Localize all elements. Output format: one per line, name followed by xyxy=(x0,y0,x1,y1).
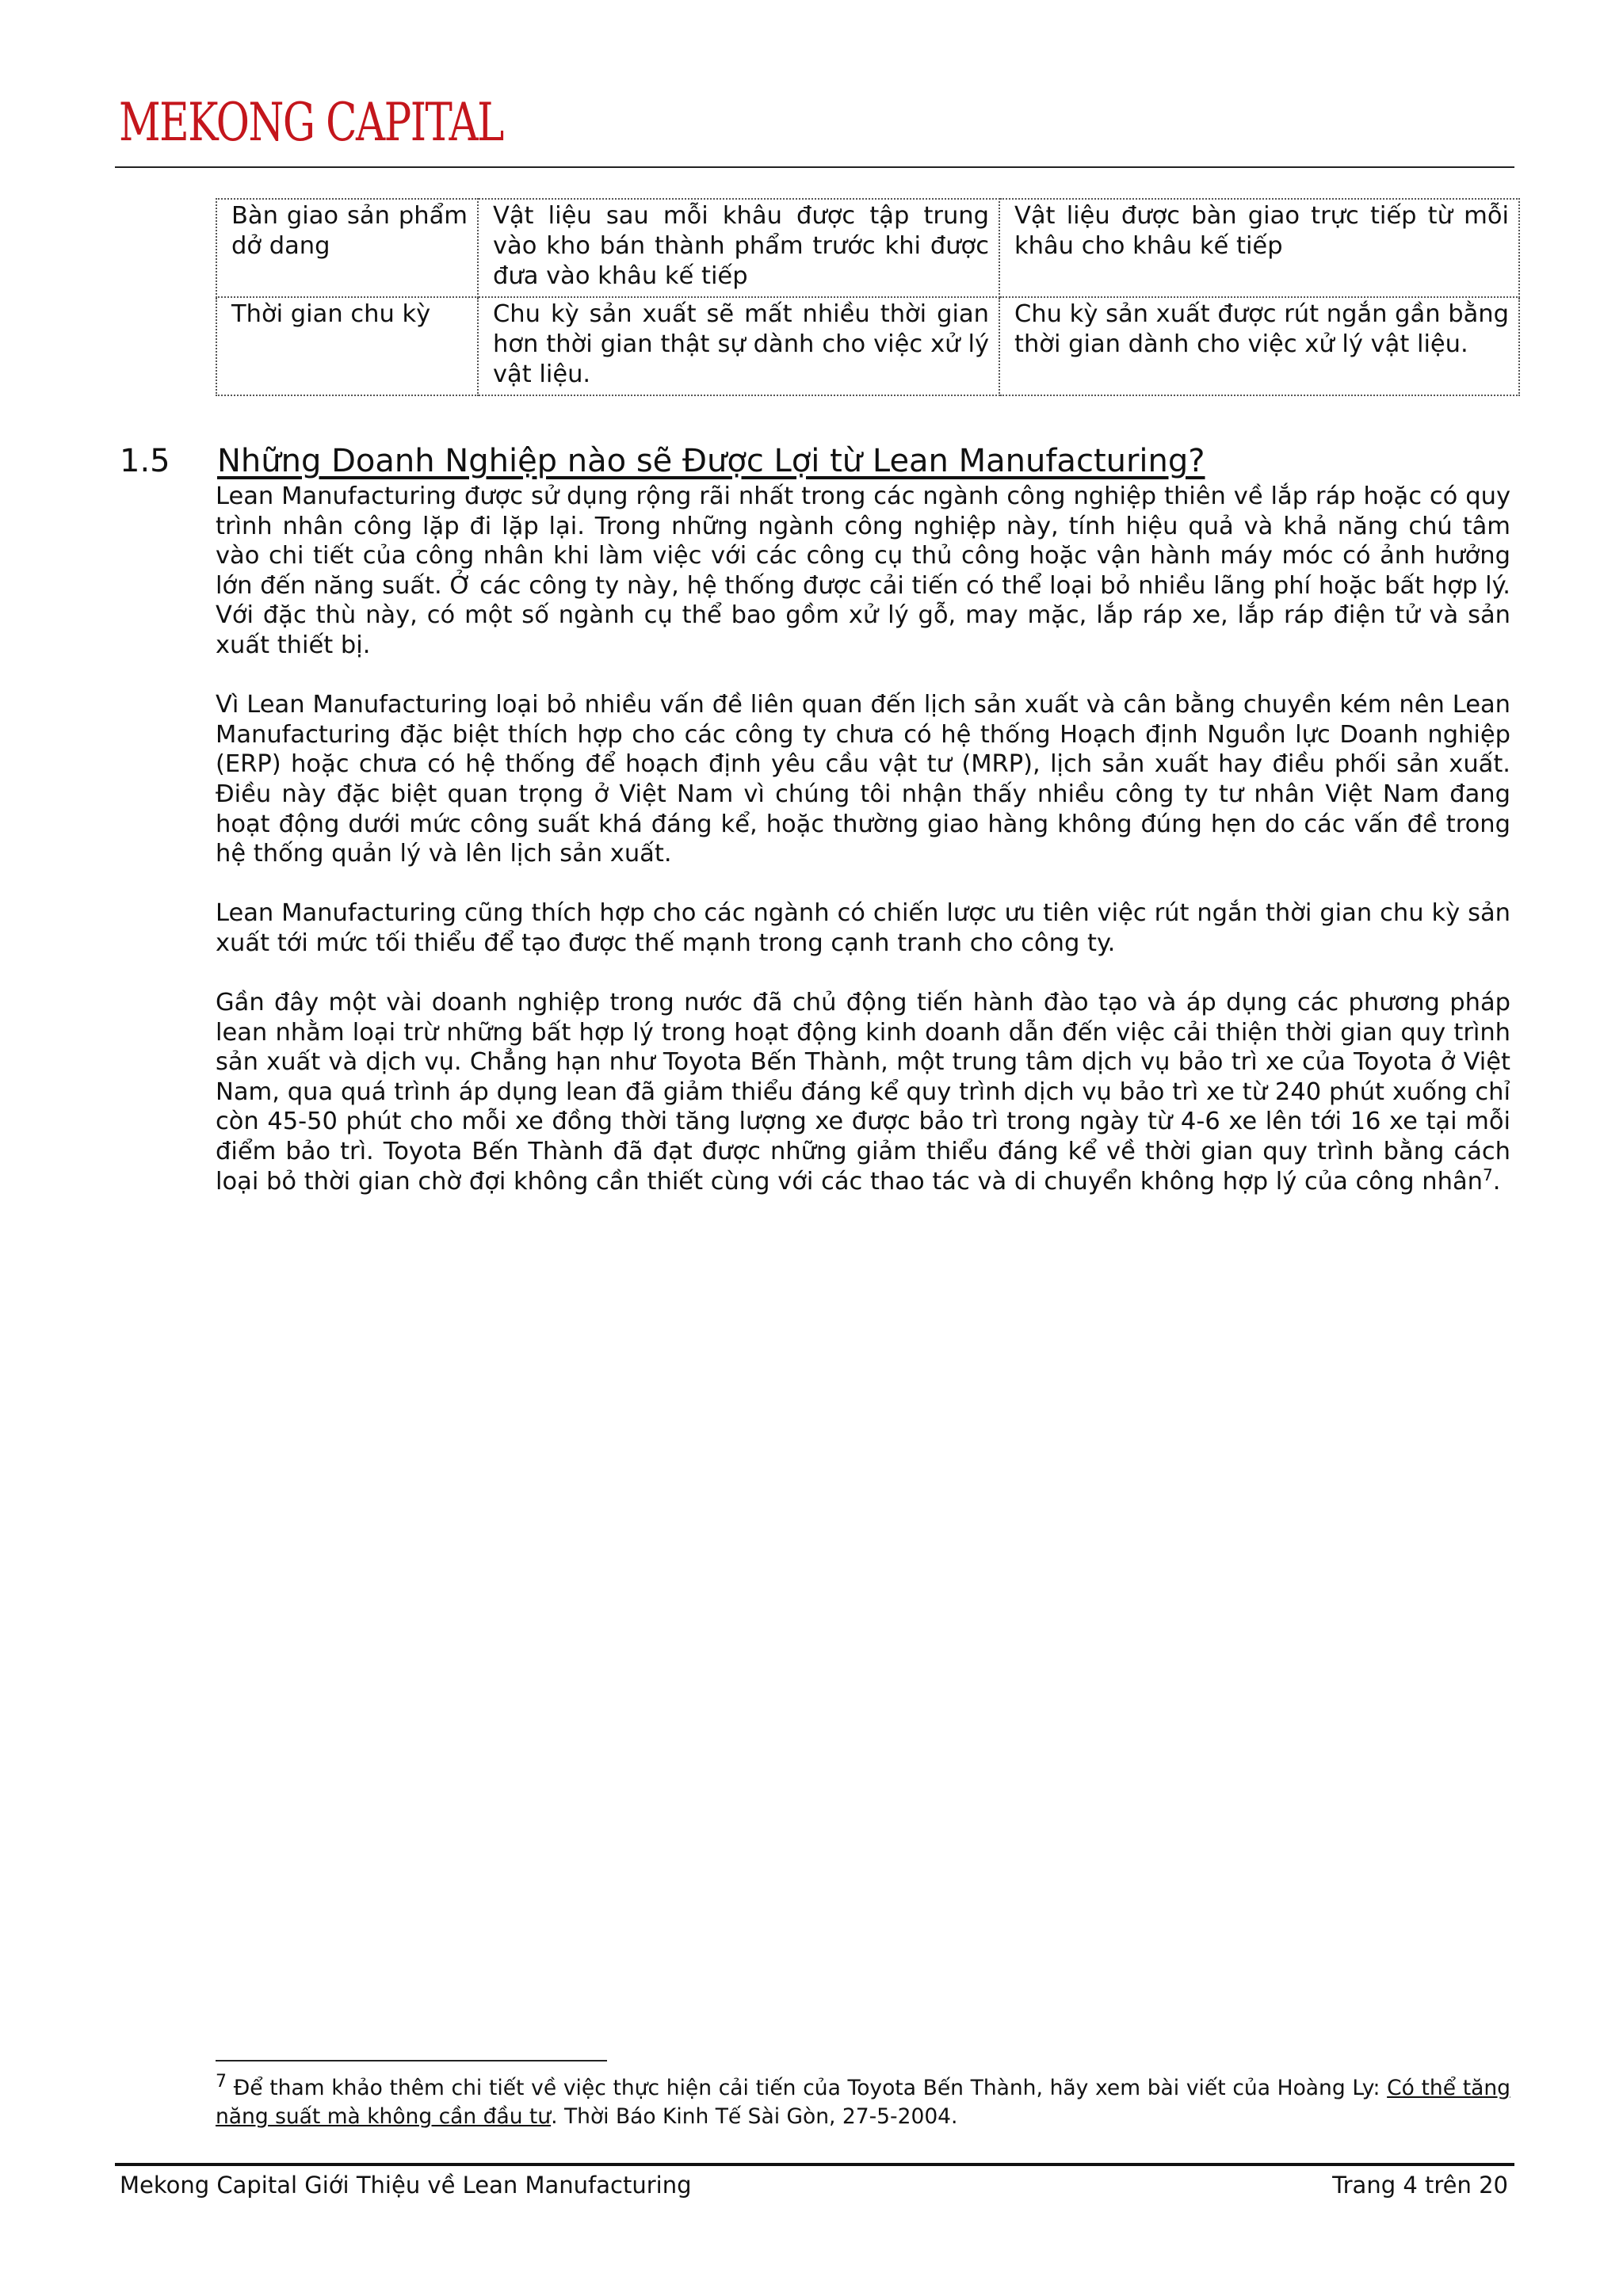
section-title: Những Doanh Nghiệp nào sẽ Được Lợi từ Lean Manufacturing? xyxy=(217,443,1205,479)
paragraph: Vì Lean Manufacturing loại bỏ nhiều vấn đề liên quan đến lịch sản xuất và cân bằng chuyền kém nên Lean Manufacturing đặc biệt thích hợp cho các công ty chưa có hệ thống Hoạch định Nguồn lực Doanh nghiệp (ERP) hoặc chưa có hệ thống để hoạch định yêu cầu vật tư (MRP), lịch sản xuất hay điều phối sản xuất. Điều này đặc biệt quan trọng ở Việt Nam vì chúng tôi nhận thấy nhiều công ty tư nhân Việt Nam đang hoạt động dưới mức công suất khá đáng kể, hoặc thường giao hàng không đúng hẹn do các vấn đề trong hệ thống quản lý và lên lịch sản xuất. xyxy=(216,691,1510,868)
table-row xyxy=(216,199,1519,297)
footnote-reference-link[interactable]: Có thể tăng năng suất mà không cần đầu tư xyxy=(216,2076,1510,2129)
footer-page-number: Trang 4 trên 20 xyxy=(1332,2172,1508,2199)
traditional-cell: Chu kỳ sản xuất sẽ mất nhiều thời gian hơn thời gian thật sự dành cho việc xử lý vật liệu. xyxy=(478,297,999,395)
table-row xyxy=(216,297,1519,395)
paragraph-text: Gần đây một vài doanh nghiệp trong nước đã chủ động tiến hành đào tạo và áp dụng các phương pháp lean nhằm loại trừ những bất hợp lý trong hoạt động kinh doanh dẫn đến việc cải thiện thời gian quy trình sản xuất và dịch vụ. Chẳng hạn như Toyota Bến Thành, một trung tâm dịch vụ bảo trì xe của Toyota ở Việt Nam, qua quá trình áp dụng lean đã giảm thiểu đáng kể quy trình dịch vụ bảo trì xe từ 240 phút xuống chỉ còn 45-50 phút cho mỗi xe đồng thời tăng lượng xe được bảo trì trong ngày từ 4-6 xe lên tới 16 xe tại mỗi điểm bảo trì. Toyota Bến Thành đã đạt được những giảm thiểu đáng kể về thời gian quy trình bằng cách loại bỏ thời gian chờ đợi không cần thiết cùng với các thao tác và di chuyển không hợp lý của công nhân xyxy=(216,989,1510,1196)
header-divider xyxy=(115,166,1514,168)
comparison-table xyxy=(216,198,1520,396)
footer-document-title: Mekong Capital Giới Thiệu về Lean Manufacturing xyxy=(120,2172,692,2199)
section-number: 1.5 xyxy=(120,443,170,479)
footnote-number: 7 xyxy=(216,2072,227,2092)
lean-cell: Chu kỳ sản xuất được rút ngắn gần bằng thời gian dành cho việc xử lý vật liệu. xyxy=(999,297,1519,395)
company-logo: MEKONG CAPITAL xyxy=(119,92,503,153)
traditional-cell: Vật liệu sau mỗi khâu được tập trung vào kho bán thành phẩm trước khi được đưa vào khâu kế tiếp xyxy=(478,199,999,297)
footnote-marker[interactable]: 7 xyxy=(1483,1165,1493,1184)
section-body xyxy=(216,482,1510,1196)
footnote-divider xyxy=(216,2060,607,2061)
paragraph: Lean Manufacturing cũng thích hợp cho các ngành có chiến lược ưu tiên việc rút ngắn thời gian chu kỳ sản xuất tới mức tối thiểu để tạo được thế mạnh trong cạnh tranh cho công ty. xyxy=(216,899,1510,957)
row-label-cell: Bàn giao sản phẩm dở dang xyxy=(216,199,478,297)
paragraph-end: . xyxy=(1492,1167,1501,1196)
lean-cell: Vật liệu được bàn giao trực tiếp từ mỗi khâu cho khâu kế tiếp xyxy=(999,199,1519,297)
footer-divider xyxy=(115,2163,1514,2166)
footnote-source: . Thời Báo Kinh Tế Sài Gòn, 27-5-2004. xyxy=(551,2104,958,2129)
footnote xyxy=(216,2074,1510,2131)
paragraph: Lean Manufacturing được sử dụng rộng rãi nhất trong các ngành công nghiệp thiên về lắp ráp hoặc có quy trình nhân công lặp đi lặp lại. Trong những ngành công nghiệp này, tính hiệu quả và khả năng chú tâm vào chi tiết của công nhân khi làm việc với các công cụ thủ công hoặc vận hành máy móc có ảnh hưởng lớn đến năng suất. Ở các công ty này, hệ thống được cải tiến có thể loại bỏ nhiều lãng phí hoặc bất hợp lý. Với đặc thù này, có một số ngành cụ thể bao gồm xử lý gỗ, may mặc, lắp ráp xe, lắp ráp điện tử và sản xuất thiết bị. xyxy=(216,482,1510,659)
paragraph xyxy=(216,988,1510,1196)
footnote-text: Để tham khảo thêm chi tiết về việc thực hiện cải tiến của Toyota Bến Thành, hãy xem bài viết của Hoàng Ly: xyxy=(227,2076,1388,2100)
row-label-cell: Thời gian chu kỳ xyxy=(216,297,478,395)
